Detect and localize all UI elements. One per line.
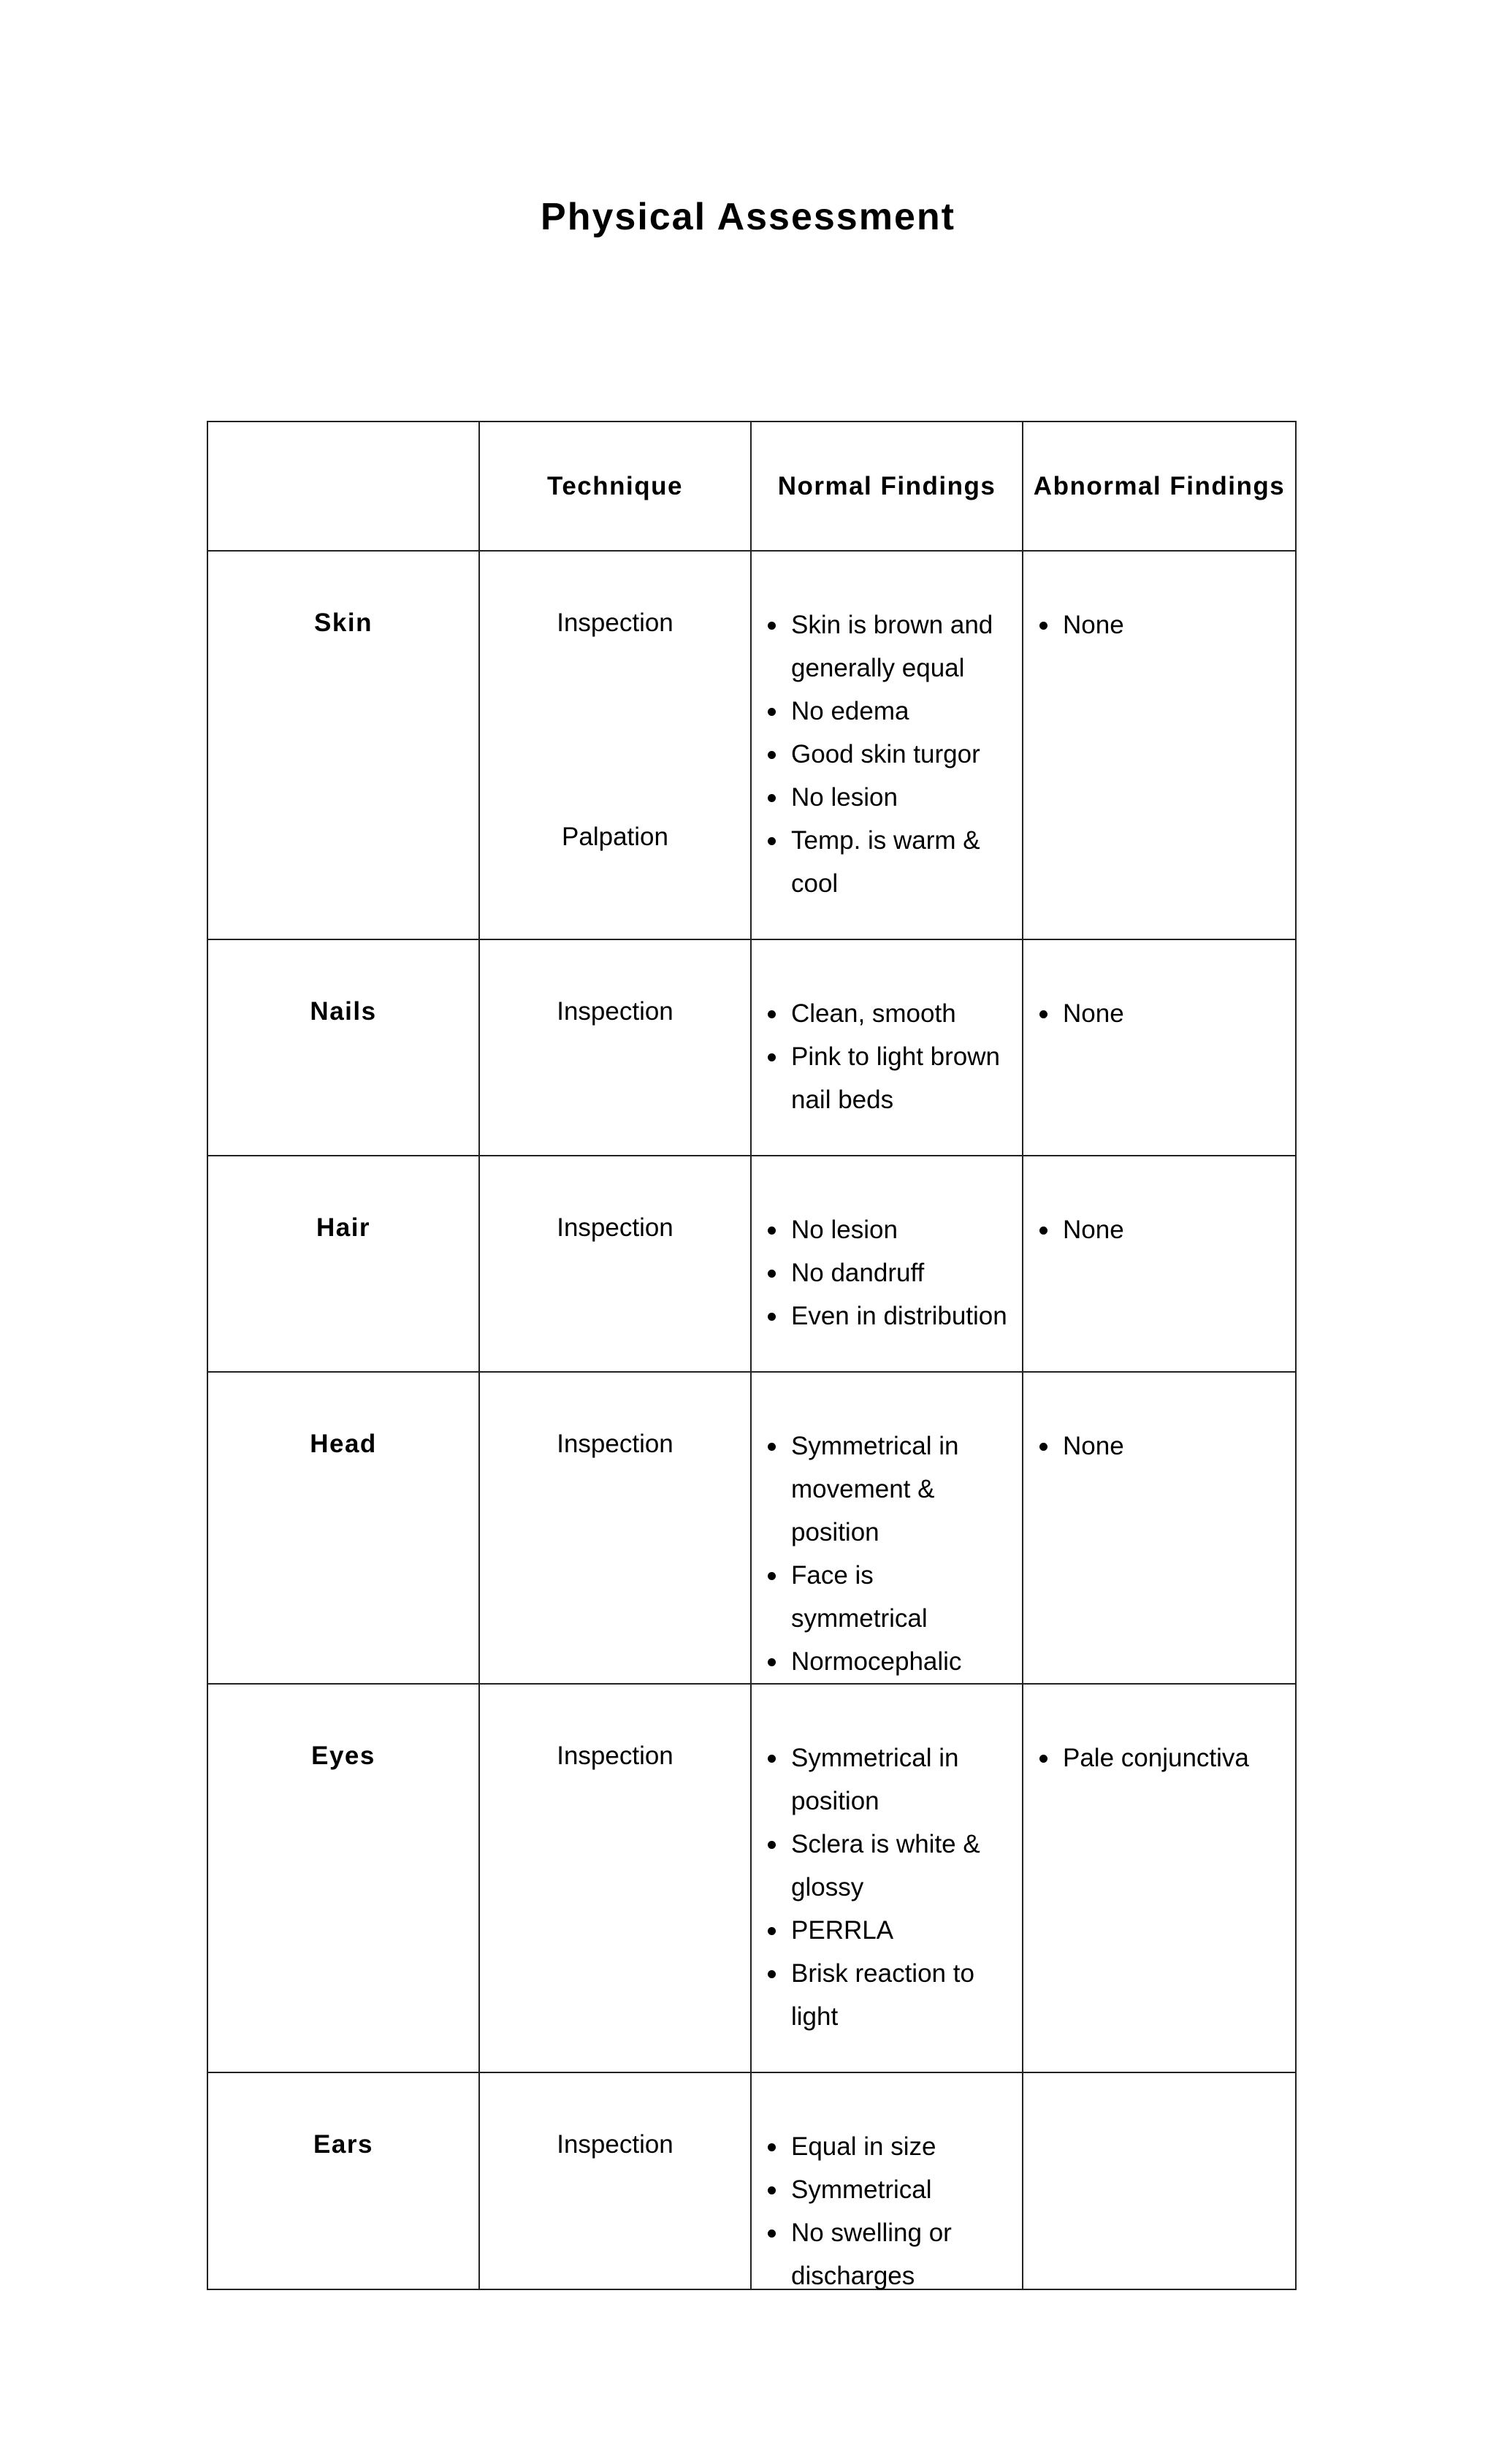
list-item: None — [1063, 603, 1288, 646]
normal-findings-cell — [751, 551, 1023, 939]
list-item: Normocephalic — [791, 1640, 1015, 1683]
list-item: Symmetrical — [791, 2168, 1015, 2211]
technique-text: Inspection — [557, 2130, 673, 2159]
category-cell: Ears — [207, 2072, 479, 2289]
list-item: Skin is brown and generally equal — [791, 603, 1015, 690]
list-item: Even in distribution — [791, 1294, 1015, 1338]
abnormal-findings-list — [1023, 1424, 1295, 1468]
technique-text: Inspection — [557, 1430, 673, 1458]
technique-cell — [479, 2072, 751, 2289]
abnormal-findings-cell — [1023, 1372, 1296, 1684]
list-item: No swelling or discharges — [791, 2211, 1015, 2297]
abnormal-findings-cell — [1023, 2072, 1296, 2289]
list-item: Symmetrical in position — [791, 1736, 1015, 1823]
technique-text: Inspection — [557, 997, 673, 1026]
list-item: None — [1063, 1208, 1288, 1251]
list-item: Equal in size — [791, 2125, 1015, 2168]
abnormal-findings-list — [1023, 1736, 1295, 1780]
list-item: Brisk reaction to light — [791, 1952, 1015, 2038]
technique-text: Inspection — [557, 1742, 673, 1770]
technique-text: Palpation — [562, 823, 668, 851]
abnormal-findings-list — [1023, 992, 1295, 1035]
normal-findings-cell — [751, 939, 1023, 1156]
table-header-row — [207, 422, 1296, 551]
technique-cell — [479, 551, 751, 939]
abnormal-findings-cell — [1023, 939, 1296, 1156]
normal-findings-list — [752, 1424, 1022, 1683]
table-row-nails — [207, 939, 1296, 1156]
table-row-eyes — [207, 1684, 1296, 2072]
list-item: None — [1063, 992, 1288, 1035]
normal-findings-cell — [751, 1372, 1023, 1684]
list-item: Temp. is warm & cool — [791, 819, 1015, 905]
category-cell: Skin — [207, 551, 479, 939]
category-cell: Nails — [207, 939, 479, 1156]
assessment-table — [207, 421, 1297, 2290]
table-row-skin — [207, 551, 1296, 939]
list-item: No edema — [791, 690, 1015, 733]
normal-findings-list — [752, 2125, 1022, 2297]
normal-findings-cell — [751, 1684, 1023, 2072]
list-item: Sclera is white & glossy — [791, 1823, 1015, 1909]
abnormal-findings-cell — [1023, 1684, 1296, 2072]
abnormal-findings-list — [1023, 1208, 1295, 1251]
page-title: Physical Assessment — [541, 196, 955, 238]
technique-cell — [479, 1684, 751, 2072]
normal-findings-list — [752, 1736, 1022, 2038]
technique-text: Inspection — [557, 609, 673, 637]
list-item: PERRLA — [791, 1909, 1015, 1952]
header-category — [207, 422, 479, 551]
list-item: None — [1063, 1424, 1288, 1468]
abnormal-findings-list — [1023, 603, 1295, 646]
list-item: Symmetrical in movement & position — [791, 1424, 1015, 1554]
abnormal-findings-cell — [1023, 1156, 1296, 1372]
list-item: No dandruff — [791, 1251, 1015, 1294]
normal-findings-list — [752, 603, 1022, 905]
normal-findings-cell — [751, 1156, 1023, 1372]
list-item: Good skin turgor — [791, 733, 1015, 776]
technique-cell — [479, 939, 751, 1156]
list-item: Pink to light brown nail beds — [791, 1035, 1015, 1121]
category-cell: Eyes — [207, 1684, 479, 2072]
normal-findings-list — [752, 992, 1022, 1121]
table-row-head — [207, 1372, 1296, 1684]
technique-cell — [479, 1372, 751, 1684]
technique-cell — [479, 1156, 751, 1372]
table-row-ears — [207, 2072, 1296, 2289]
table-row-hair — [207, 1156, 1296, 1372]
normal-findings-cell — [751, 2072, 1023, 2289]
abnormal-findings-cell — [1023, 551, 1296, 939]
normal-findings-list — [752, 1208, 1022, 1338]
list-item: Clean, smooth — [791, 992, 1015, 1035]
list-item: No lesion — [791, 776, 1015, 819]
category-cell: Head — [207, 1372, 479, 1684]
technique-text: Inspection — [557, 1213, 673, 1242]
list-item: Pale conjunctiva — [1063, 1736, 1288, 1780]
header-abnormal-findings: Abnormal Findings — [1023, 422, 1296, 551]
list-item: Face is symmetrical — [791, 1554, 1015, 1640]
header-normal-findings: Normal Findings — [751, 422, 1023, 551]
category-cell: Hair — [207, 1156, 479, 1372]
list-item: No lesion — [791, 1208, 1015, 1251]
header-technique: Technique — [479, 422, 751, 551]
